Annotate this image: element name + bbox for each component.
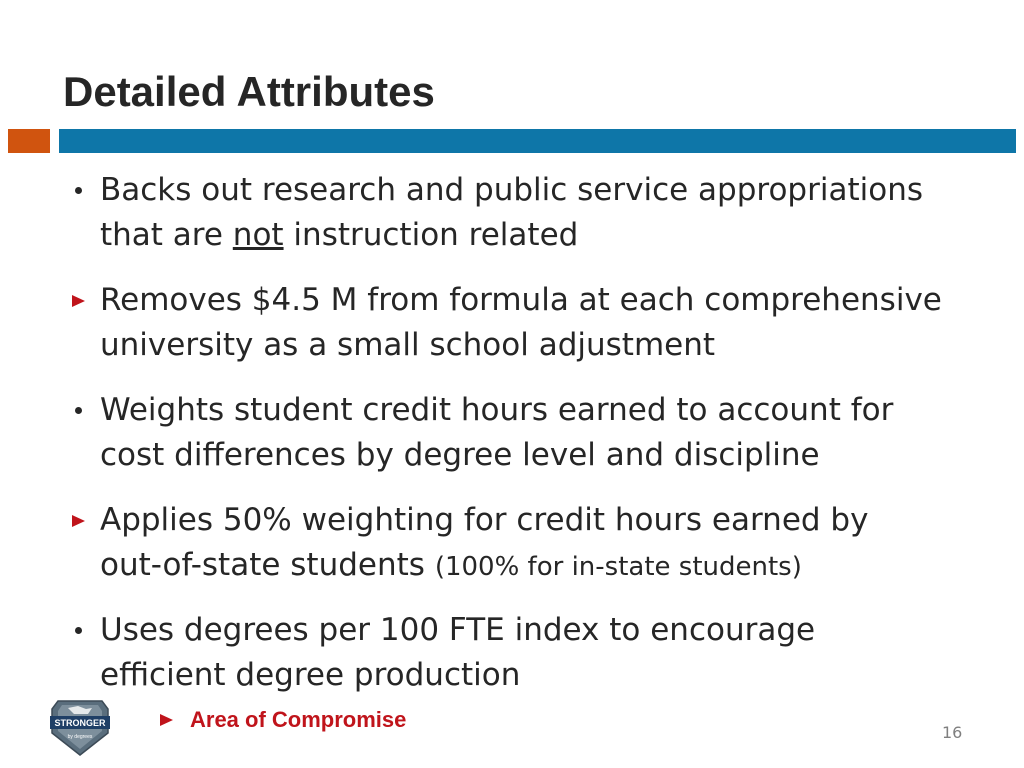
bullet-line-2: efficient degree production xyxy=(100,657,521,693)
bullet-item xyxy=(100,168,1000,258)
red-triangle-icon xyxy=(68,278,88,323)
legend xyxy=(160,707,406,733)
bullet-dot-icon xyxy=(68,168,88,213)
bullet-line-2: cost differences by degree level and discipline xyxy=(100,437,820,473)
bullet-item xyxy=(100,498,1000,590)
parenthetical-note: (100% for in-state students) xyxy=(434,552,802,582)
bullet-line-1: Weights student credit hours earned to account for xyxy=(100,392,894,428)
bullet-line-1: Removes $4.5 M from formula at each comprehensive xyxy=(100,282,942,318)
bullet-line-1: Applies 50% weighting for credit hours earned by xyxy=(100,502,869,538)
logo xyxy=(48,697,112,757)
bullet-item xyxy=(100,388,1000,478)
underlined-word: not xyxy=(232,217,284,253)
logo-top-text: STRONGER xyxy=(54,718,106,728)
bullet-dot-icon xyxy=(68,388,88,433)
bullet-line-1: Uses degrees per 100 FTE index to encourage xyxy=(100,612,816,648)
bullet-dot-icon xyxy=(68,608,88,653)
bullet-line-2 xyxy=(100,213,1000,258)
title-accent-bar-blue xyxy=(59,129,1016,153)
bullet-text: out-of-state students xyxy=(100,547,425,583)
logo-bottom-text: by degrees xyxy=(67,734,93,740)
title-accent-bar-orange xyxy=(8,129,50,153)
bullet-text: instruction related xyxy=(283,217,579,253)
red-triangle-icon xyxy=(160,714,173,726)
bullet-text: that are xyxy=(100,217,233,253)
slide-title: Detailed Attributes xyxy=(63,68,435,115)
legend-label: Area of Compromise xyxy=(190,707,407,732)
bullet-line-2: university as a small school adjustment xyxy=(100,327,716,363)
stronger-by-degrees-logo xyxy=(48,697,112,757)
bullet-item xyxy=(100,278,1000,368)
red-triangle-icon xyxy=(68,498,88,543)
bullet-line-2 xyxy=(100,543,1000,590)
bullet-line-1: Backs out research and public service appropriations xyxy=(100,172,923,208)
page-number: 16 xyxy=(942,723,963,742)
bullet-item xyxy=(100,608,1000,698)
